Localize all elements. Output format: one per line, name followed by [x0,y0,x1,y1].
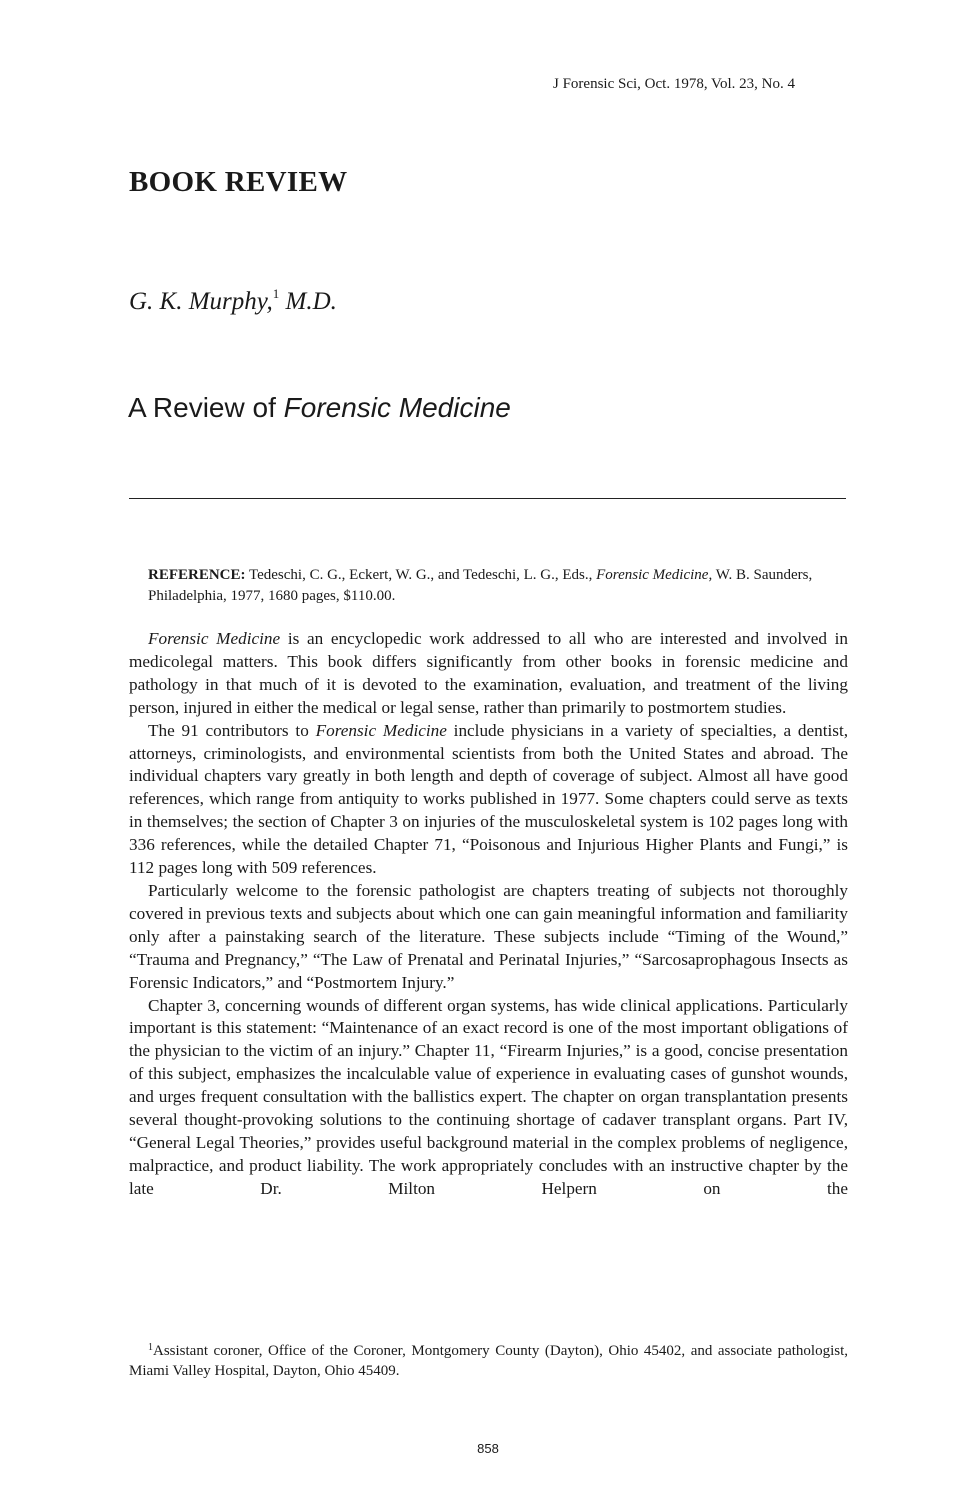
reference-book: Forensic Medicine, [596,567,713,583]
section-heading: BOOK REVIEW [129,166,348,198]
author-name: G. K. Murphy, [129,288,273,315]
p2-before: The 91 contributors to [148,720,309,740]
article-title [128,392,511,424]
author-footnote-mark: 1 [272,286,280,301]
p1-book-name: Forensic Medicine [148,629,281,648]
paragraph-3: Particularly welcome to the forensic pathologist are chapters treating of subjects not thoroughly covered in previous texts and subjects about which one can gain meaningful information and familiarity only after a painstaking search of the literature. These subjects include “Timing of the Wound,” “Trauma and Pregnancy,” “The Law of Prenatal and Perinatal Injuries,” “Sarcosaprophagous Insects as Forensic Indicators,” and “Postmortem Injury.” [129,880,848,992]
reference-publisher: W. B. Saunders, Philadelphia, 1977, 1680 pages, $110.00. [148,567,813,604]
author-line [129,286,337,316]
title-prefix: A Review of [128,392,276,423]
p2-book-name: Forensic Medicine [315,720,447,740]
title-book-name: Forensic Medicine [283,392,511,423]
paragraph-1 [129,628,848,720]
p2-after: include physicians in a variety of specialties, a dentist, attorneys, criminologists, and environmental scientists from both the United States and abroad. The individual chapters vary greatly in both length and depth of coverage of subject. Almost all have good references, which range from antiquity to works published in 1977. Some chapters could serve as texts in themselves; the section of Chapter 3 on injuries of the musculoskeletal system is 102 pages long with 336 references, while the detailed Chapter 71, “Poisonous and Injurious Higher Plants and Fungi,” is 112 pages long with 509 references. [129,720,849,878]
reference-label: REFERENCE: [148,567,246,583]
footnote [129,1338,848,1381]
footnote-text: Assistant coroner, Office of the Coroner, Montgomery County (Dayton), Ohio 45402, and associate pathologist, Miami Valley Hospital, Dayton, Ohio 45409. [129,1343,848,1379]
p1-text: is an encyclopedic work addressed to all who are interested and involved in medicolegal matters. This book differs significantly from other books in forensic medicine and pathology in that much of it is devoted to the examination, evaluation, and treatment of the living person, injured in either the medical or legal sense, rather than primarily to postmortem studies. [129,629,849,717]
paragraph-2 [129,720,848,880]
author-degree: M.D. [285,288,337,315]
reference-authors: Tedeschi, C. G., Eckert, W. G., and Tedeschi, L. G., Eds., [249,567,593,583]
reference-block [148,565,848,607]
footnote-mark: 1 [148,1342,153,1353]
article-body [129,628,848,1201]
paragraph-4: Chapter 3, concerning wounds of different organ systems, has wide clinical applications. Particularly important is this statement: “Maintenance of an exact record is one of the most important obligations of the physician to the victim of an injury.” Chapter 11, “Firearm Injuries,” is a good, concise presentation of this subject, emphasizes the incalculable value of experience in evaluating cases of gunshot wounds, and urges frequent consultation with the ballistics expert. The chapter on organ transplantation presents several thought-provoking solutions to the continuing shortage of cadaver transplant organs. Part IV, “General Legal Theories,” provides useful background material in the complex problems of negligence, malpractice, and product liability. The work appropriately concludes with an instructive chapter by the late Dr. Milton Helpern on the [129,995,848,1198]
title-divider [129,498,846,499]
page-number: 858 [477,1441,499,1456]
journal-citation: J Forensic Sci, Oct. 1978, Vol. 23, No. 4 [553,76,795,92]
